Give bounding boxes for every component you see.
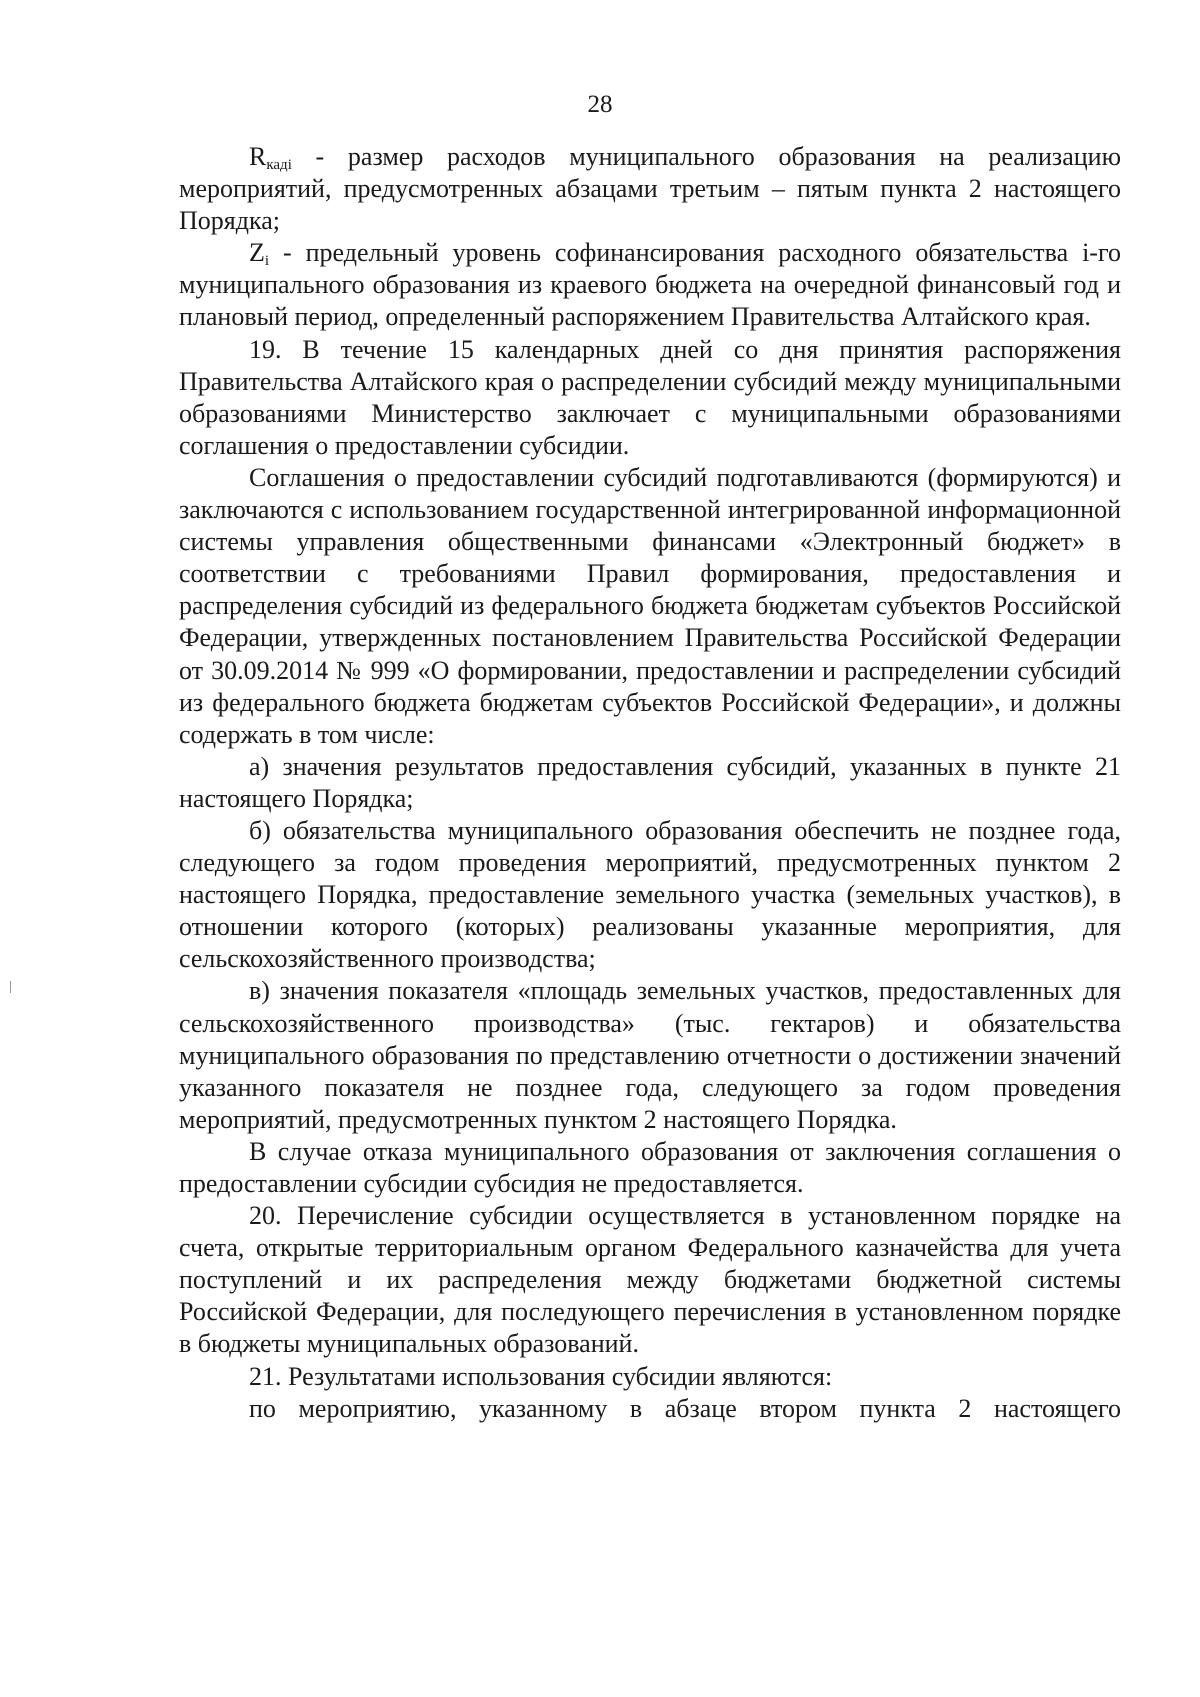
paragraph-20: 20. Перечисление субсидии осуществляется в установленном порядке на счета, открытые территориальным органом Федерального казначейства для учета поступлений и их распределения между бюджетами бюджетной системы Российской Федерации, для последующего перечисления в установленном порядке в бюджеты муниципальных образований. <box>179 1201 1121 1359</box>
paragraph-refusal: В случае отказа муниципального образования от заключения соглашения о предоставлении субсидии субсидия не предоставляется. <box>179 1136 1121 1198</box>
formula-subscript: i <box>264 253 270 270</box>
page-number: 28 <box>587 91 613 118</box>
paragraph-item-a: а) значения результатов предоставления субсидий, указанных в пункте 21 настоящего Порядка; <box>179 751 1121 813</box>
paragraph-item-b: б) обязательства муниципального образования обеспечить не позднее года, следующего за годом проведения мероприятий, предусмотренных пунктом 2 настоящего Порядка, предоставление земельного участка (земельных участков), в отношении которого (которых) реализованы указанные мероприятия, для сельскохозяйственного производства; <box>179 815 1121 974</box>
paragraph-agreements: Соглашения о предоставлении субсидий подготавливаются (формируются) и заключаются с использованием государственной интегрированной информационной системы управления общественными финансами «Электронный бюджет» в соответствии с требованиями Правил формирования, предоставления и распределения субсидий из федерального бюджета бюджетам субъектов Российской Федерации, утвержденных постановлением Правительства Российской Федерации от 30.09.2014 № 999 «О формировании, предоставлении и распределении субсидий из федерального бюджета бюджетам субъектов Российской Федерации», и должны содержать в том числе: <box>179 462 1121 749</box>
paragraph-text: - предельный уровень софинансирования расходного обязательства i-го муниципального образования из краевого бюджета на очередной финансовый год и плановый период, определенный распоряжением Правительства Алтайского края. <box>179 238 1121 332</box>
formula-symbol: R <box>249 142 267 171</box>
paragraph-text: - размер расходов муниципального образования на реализацию мероприятий, предусмотренных абзацами третьим – пятым пункта 2 настоящего Порядка; <box>179 142 1121 236</box>
paragraph-21: 21. Результатами использования субсидии являются: <box>249 1361 833 1391</box>
paragraph-19: 19. В течение 15 календарных дней со дня принятия распоряжения Правительства Алтайского края о распределении субсидий между муниципальными образованиями Министерство заключает с муниципальными образованиями соглашения о предоставлении субсидии. <box>179 334 1121 460</box>
formula-symbol: Z <box>249 238 265 268</box>
document-body <box>179 141 1121 1425</box>
paragraph-item-v: в) значения показателя «площадь земельных участков, предоставленных для сельскохозяйственного производства» (тыс. гектаров) и обязательства муниципального образования по представлению отчетности о достижении значений указанного показателя не позднее года, следующего за годом проведения мероприятий, предусмотренных пунктом 2 настоящего Порядка. <box>179 976 1121 1134</box>
paragraph-rkad-definition <box>179 141 1121 237</box>
margin-mark <box>10 981 11 993</box>
paragraph-21-continuation: по мероприятию, указанному в абзаце втором пункта 2 настоящего <box>249 1393 1121 1423</box>
paragraph-zi-definition <box>179 237 1121 333</box>
formula-subscript: кадi <box>266 157 292 173</box>
